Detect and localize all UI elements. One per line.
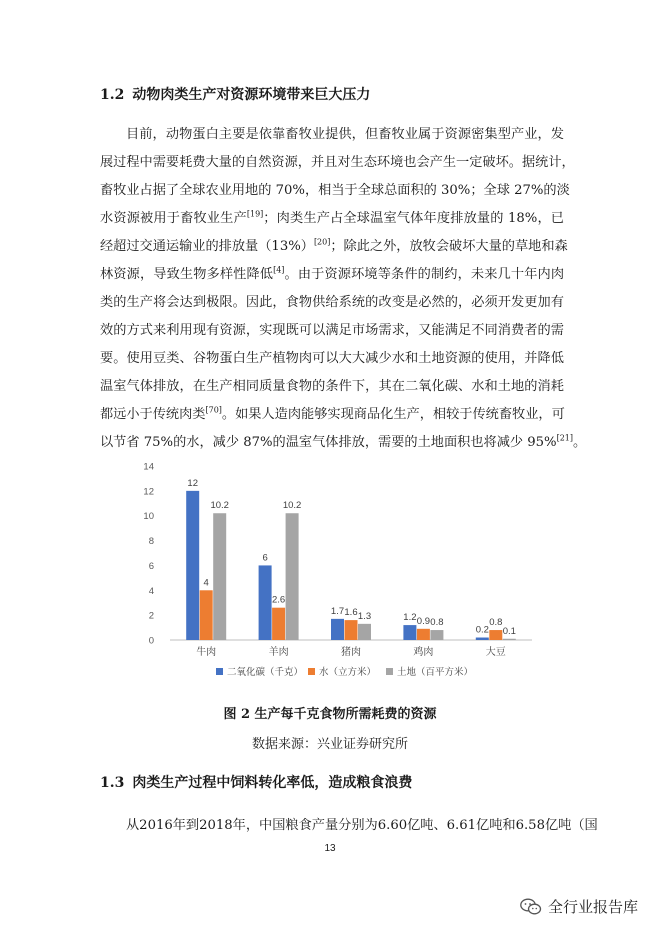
data-label: 0.1 (502, 625, 516, 637)
legend-swatch (308, 668, 315, 675)
bar (272, 608, 285, 640)
text-line: 都远小于传统肉类[70]。如果人造肉能够实现商品化生产，相较于传统畜牧业，可 (100, 405, 565, 422)
bar (358, 624, 371, 640)
x-tick-label: 猪肉 (341, 647, 361, 658)
legend-label: 二氧化碳（千克） (227, 667, 304, 678)
data-label: 0.9 (416, 615, 431, 627)
legend-swatch (216, 668, 223, 675)
y-tick-label: 14 (143, 461, 154, 473)
bar (417, 629, 430, 640)
data-label: 12 (187, 477, 198, 489)
bar (489, 630, 502, 640)
text-line: 展过程中需要耗费大量的自然资源，并且对生态环境也会产生一定破坏。据统计， (100, 155, 575, 170)
text-line: 类的生产将会达到极限。因此，食物供给系统的改变是必然的，必须开发更加有 (100, 295, 564, 310)
wechat-icon (520, 898, 542, 916)
body-paragraph (100, 121, 587, 457)
text-line: 林资源，导致生物多样性降低[4]。由于资源环境等条件的制约，未来几十年内肉 (100, 265, 565, 282)
section-heading-1-2 (100, 84, 370, 104)
data-label: 10.2 (210, 500, 229, 512)
text-line: 以节省 75%的水，减少 87%的温室气体排放，需要的土地面积也将减少 95%[21]。 (100, 433, 587, 450)
text-line: 畜牧业占据了全球农业用地的 70%，相当于全球总面积的 30%；全球 27%的淡 (100, 183, 570, 198)
bar (503, 639, 516, 640)
section-title: 动物肉类生产对资源环境带来巨大压力 (132, 87, 371, 103)
y-tick-label: 10 (143, 511, 154, 523)
text-line: 经超过交通运输业的排放量（13%）[20]；除此之外，放牧会破坏大量的草地和森 (100, 237, 568, 254)
x-tick-label: 鸡肉 (413, 647, 434, 658)
y-tick-label: 2 (148, 610, 154, 622)
resource-bar-chart (130, 450, 540, 700)
page-number: 13 (324, 843, 336, 854)
y-tick-label: 0 (148, 635, 154, 647)
bar (430, 630, 443, 640)
body-paragraph (100, 812, 598, 840)
text-line: 目前，动物蛋白主要是依靠畜牧业提供，但畜牧业属于资源密集型产业，发 (126, 127, 564, 142)
text-line: 效的方式来利用现有资源，实现既可以满足市场需求，又能满足不同消费者的需 (100, 323, 564, 338)
x-tick-label: 大豆 (485, 647, 506, 658)
data-label: 1.2 (403, 612, 417, 624)
data-label: 6 (262, 552, 268, 564)
citation: [70] (205, 405, 222, 415)
data-label: 10.2 (282, 500, 302, 512)
bar (403, 625, 416, 640)
citation: [21] (556, 433, 573, 443)
y-tick-label: 12 (143, 486, 154, 498)
section-number: 1.2 (100, 87, 125, 103)
bar (200, 590, 213, 640)
citation: [4] (273, 265, 285, 275)
data-label: 1.3 (357, 610, 372, 622)
y-tick-label: 8 (148, 536, 154, 548)
section-heading-1-3 (100, 772, 412, 792)
data-label: 0.2 (475, 624, 489, 636)
bar (259, 565, 272, 640)
legend-label: 水（立方米） (319, 667, 377, 678)
text-line: 从2016年到2018年，中国粮食产量分别为6.60亿吨、6.61亿吨和6.58亿吨（国 (126, 818, 598, 833)
y-tick-label: 6 (148, 560, 154, 572)
figure-source: 数据来源：兴业证券研究所 (251, 737, 408, 752)
data-label: 2.6 (271, 594, 286, 606)
data-label: 1.6 (344, 607, 358, 619)
bar (331, 619, 344, 640)
x-tick-label: 羊肉 (268, 647, 289, 658)
section-number: 1.3 (100, 775, 125, 791)
bar (476, 638, 489, 640)
data-label: 4 (203, 577, 209, 589)
data-label: 1.7 (330, 605, 345, 617)
text-line: 要。使用豆类、谷物蛋白生产植物肉可以大大减少水和土地资源的使用，并降低 (100, 351, 564, 366)
y-tick-label: 4 (148, 585, 154, 597)
bar (286, 513, 299, 640)
data-label: 0.8 (489, 617, 503, 629)
bar (186, 491, 199, 640)
citation: [20] (313, 237, 331, 247)
watermark-text: 全行业报告库 (547, 898, 638, 916)
legend-label: 土地（百平方米） (397, 667, 474, 678)
text-line: 水资源被用于畜牧业生产[19]；肉类生产占全球温室气体年度排放量的 18%，已 (100, 209, 564, 226)
citation: [19] (246, 209, 264, 219)
section-title: 肉类生产过程中饲料转化率低，造成粮食浪费 (132, 775, 413, 791)
data-label: 0.8 (430, 617, 444, 629)
bar (213, 513, 226, 640)
watermark (520, 896, 638, 917)
legend-swatch (386, 668, 393, 675)
text-line: 温室气体排放，在生产相同质量食物的条件下，其在二氧化碳、水和土地的消耗 (100, 379, 564, 394)
figure-caption: 图 2 生产每千克食物所需耗费的资源 (223, 707, 437, 722)
bar (345, 620, 358, 640)
x-tick-label: 牛肉 (196, 647, 217, 658)
